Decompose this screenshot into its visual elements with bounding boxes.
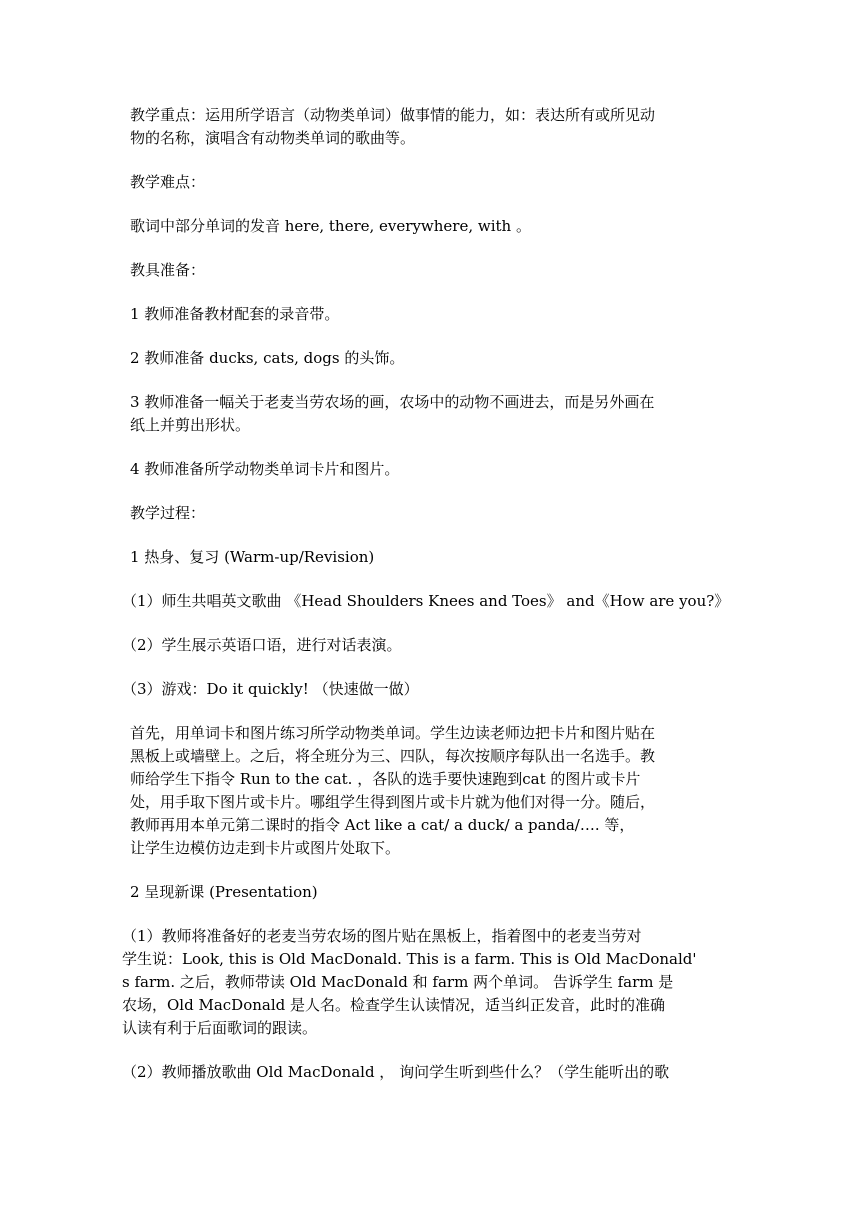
text-line: 处，用手取下图片或卡片。哪组学生得到图片或卡片就为他们对得一分。随后，: [130, 793, 656, 811]
materials-item-1: [130, 303, 734, 326]
text-line: 首先，用单词卡和图片练习所学动物类单词。学生边读老师边把卡片和图片贴在: [130, 724, 656, 742]
step1-item-1: （1）师生共唱英文歌曲 《Head Shoulders Knees and Toes》 and《How are you?》: [122, 592, 730, 610]
text-line: 纸上并剪出形状。: [130, 416, 251, 434]
materials-item-4: [130, 458, 734, 481]
step2-item-2: （2）教师播放歌曲 Old MacDonald ， 询问学生听到些什么？（学生能听出的歌: [122, 1063, 670, 1081]
text-line: 3 教师准备一幅关于老麦当劳农场的画，农场中的动物不画进去，而是另外画在: [130, 393, 655, 411]
text-line: 教师再用本单元第二课时的指令 Act like a cat/ a duck/ a panda/…. 等，: [130, 816, 635, 834]
process-heading: 教学过程：: [130, 504, 206, 522]
text-line: 2 教师准备 ducks, cats, dogs 的头饰。: [130, 349, 405, 367]
key-points-paragraph: [130, 104, 734, 150]
step2-heading: 2 呈现新课 (Presentation): [130, 883, 318, 901]
materials-item-2: [130, 347, 734, 370]
difficulty-heading: 教学难点：: [130, 173, 206, 191]
difficulty-text: 歌词中部分单词的发音 here, there, everywhere, with 。: [130, 217, 531, 235]
text-line: 物的名称，演唱含有动物类单词的歌曲等。: [130, 129, 416, 147]
step1-description: [130, 722, 734, 860]
step1-item-2: （2）学生展示英语口语，进行对话表演。: [122, 636, 402, 654]
document-page: [122, 104, 734, 1105]
text-line: s farm. 之后，教师带读 Old MacDonald 和 farm 两个单词。 告诉学生 farm 是: [122, 973, 674, 991]
text-line: 黑板上或墙壁上。之后，将全班分为三、四队，每次按顺序每队出一名选手。教: [130, 747, 656, 765]
text-line: 学生说：Look, this is Old MacDonald. This is a farm. This is Old MacDonald': [122, 950, 697, 968]
text-line: 让学生边模仿边走到卡片或图片处取下。: [130, 839, 401, 857]
text-line: 认读有利于后面歌词的跟读。: [122, 1019, 318, 1037]
text-line: 教学重点：运用所学语言（动物类单词）做事情的能力，如：表达所有或所见动: [130, 106, 656, 124]
text-line: 1 教师准备教材配套的录音带。: [130, 305, 340, 323]
step1-item-3: （3）游戏：Do it quickly! （快速做一做）: [122, 680, 419, 698]
text-line: 农场，Old MacDonald 是人名。检查学生认读情况，适当纠正发音，此时的准确: [122, 996, 665, 1014]
step2-item-1: [122, 925, 734, 1040]
text-line: （1）教师将准备好的老麦当劳农场的图片贴在黑板上，指着图中的老麦当劳对: [122, 927, 642, 945]
materials-heading: 教具准备：: [130, 261, 206, 279]
text-line: 师给学生下指令 Run to the cat. ，各队的选手要快速跑到cat 的图片或卡片: [130, 770, 641, 788]
step1-heading: 1 热身、复习 (Warm-up/Revision): [130, 548, 375, 566]
text-line: 4 教师准备所学动物类单词卡片和图片。: [130, 460, 400, 478]
materials-item-3: [130, 391, 734, 437]
